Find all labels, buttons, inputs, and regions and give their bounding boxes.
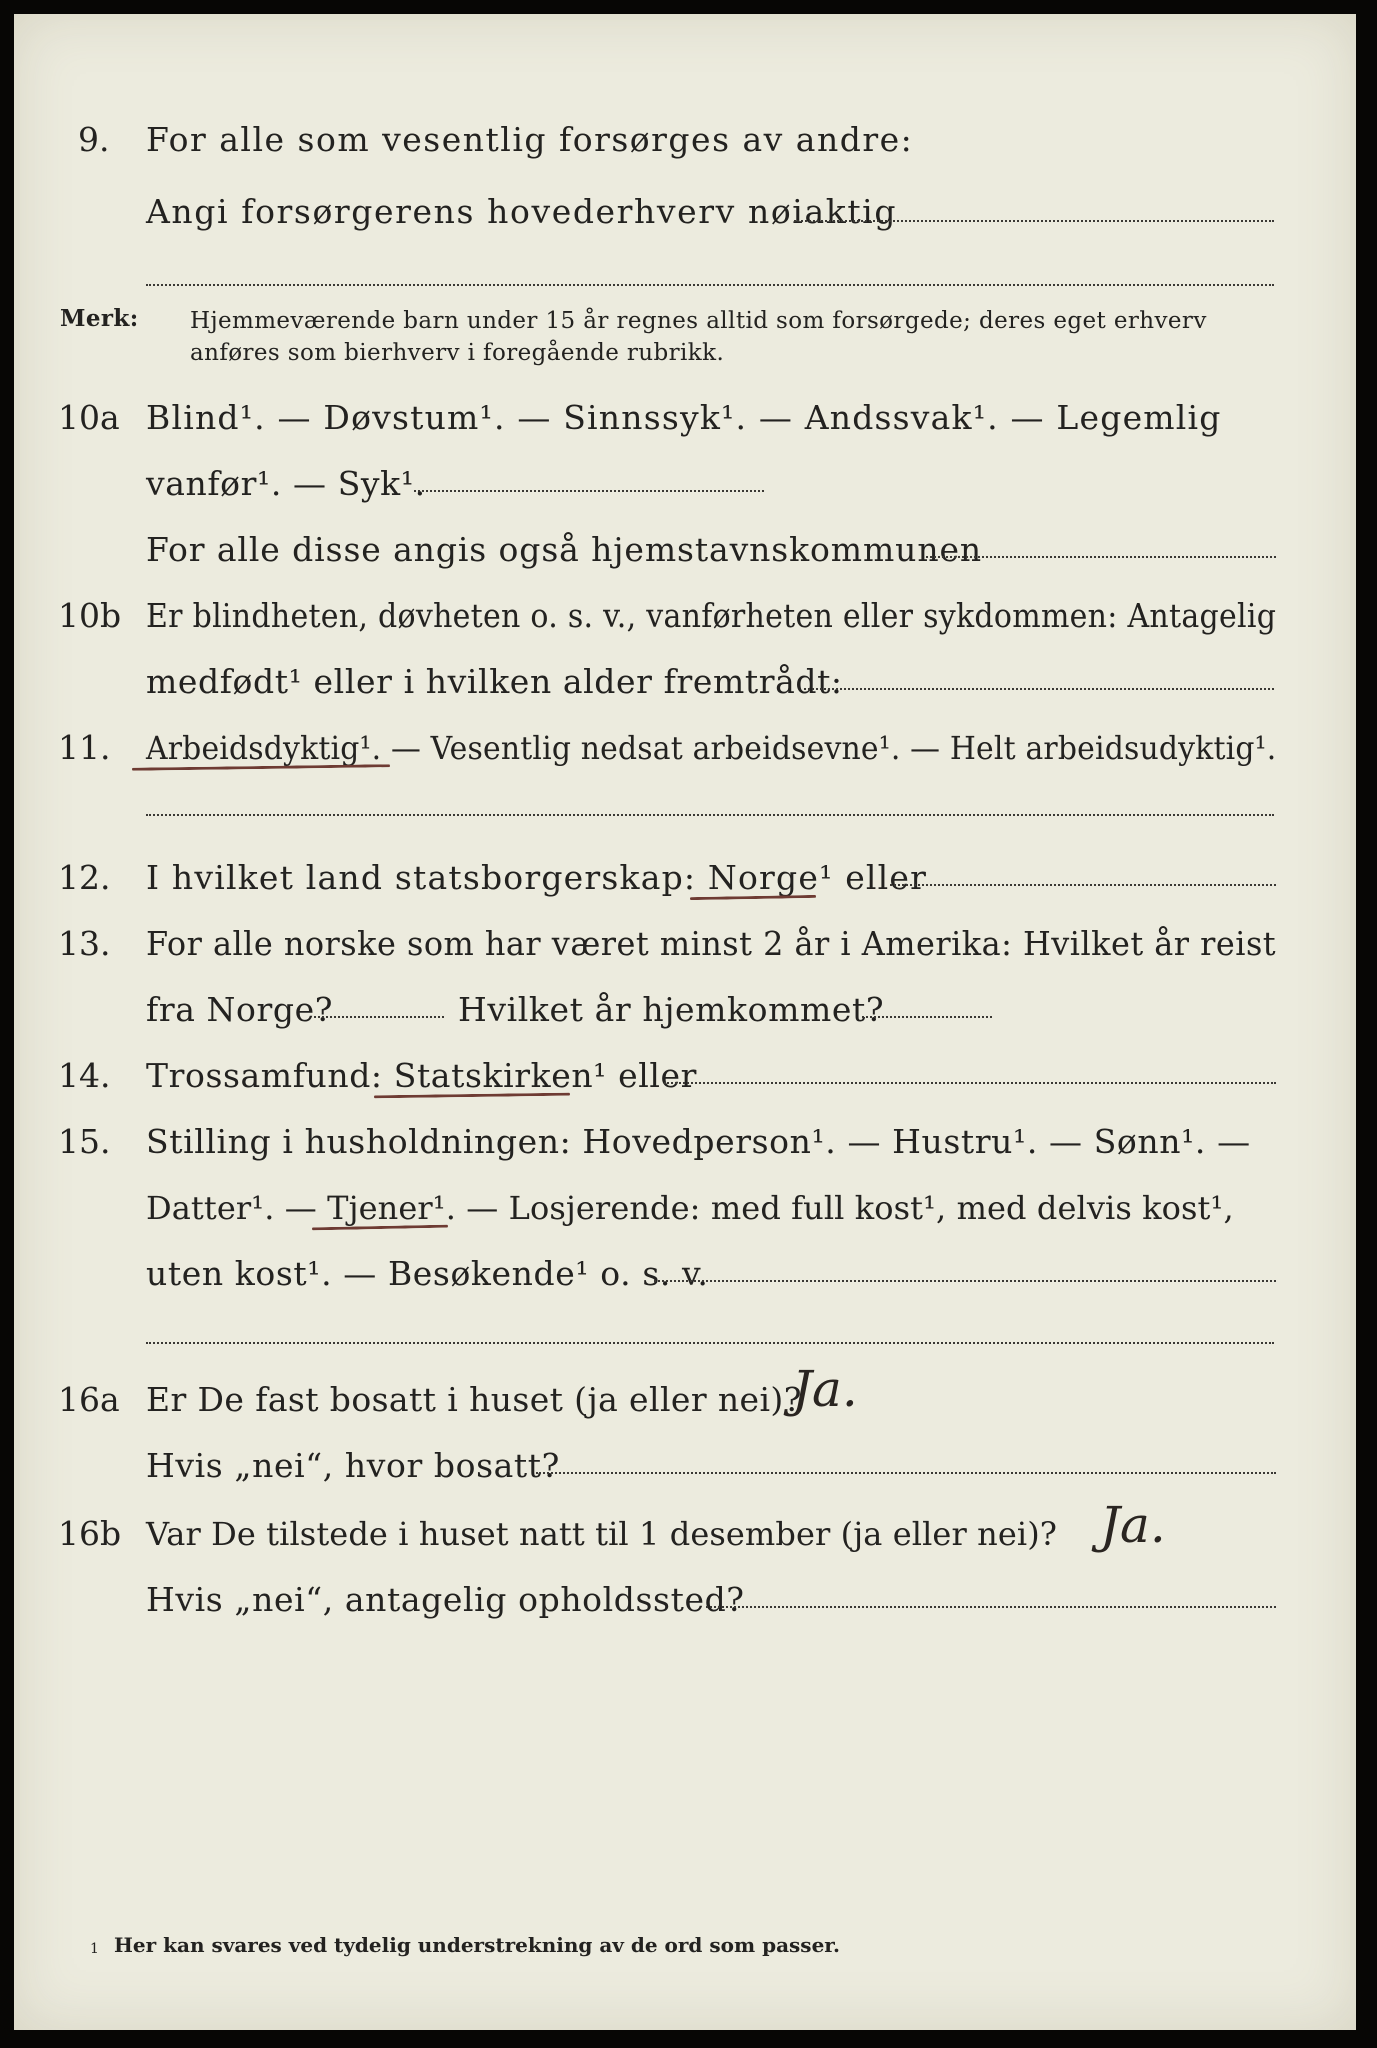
q13-number: 13. [58,924,111,963]
q9-answer-field-2 [146,284,1274,286]
q14-text-line1: Trossamfund: Statskirken¹ eller [146,1056,698,1095]
q9-number: 9. [78,120,110,159]
q10a-number: 10a [58,398,120,437]
q16b-handwritten-answer: Ja. [1100,1496,1166,1554]
q11-number: 11. [58,728,111,767]
q16a-text-line2: Hvis „nei“, hvor bosatt? [146,1446,560,1485]
q13-text-line2a: fra Norge? [146,990,334,1029]
q16b-text-line1: Var De tilstede i huset natt til 1 desember (ja eller nei)? [146,1515,1058,1553]
q15-text-line3: uten kost¹. — Besøkende¹ o. s. v. [146,1254,709,1293]
q13-text-line2b: Hvilket år hjemkommet? [458,990,885,1029]
q11-answer-field [146,814,1274,816]
q10a-syk-field [414,490,764,492]
q16a-number: 16a [58,1380,120,1419]
q16a-answer-field [536,1472,1276,1474]
q15-answer-field-2 [146,1342,1274,1344]
q14-number: 14. [58,1056,111,1095]
q16a-handwritten-answer: Ja. [792,1360,858,1418]
q9-text-line1: For alle som vesentlig forsørges av andre: [146,120,914,159]
q16b-text-line2: Hvis „nei“, antagelig opholdssted? [146,1580,745,1619]
census-form-page [14,14,1356,2030]
footnote-text: Her kan svares ved tydelig understrekning av de ord som passer. [114,1933,840,1957]
q10b-text-line1: Er blindheten, døvheten o. s. v., vanførheten eller sykdommen: Antagelig [146,596,1277,635]
q13-text-line1: For alle norske som har været minst 2 år i Amerika: Hvilket år reist [146,924,1277,963]
q12-number: 12. [58,858,111,897]
q16b-number: 16b [58,1514,122,1553]
footnote-mark: 1 [90,1941,99,1957]
q9-text-line2: Angi forsørgerens hovederhverv nøiaktig [146,192,898,231]
q15-number: 15. [58,1122,111,1161]
q15-text-line1: Stilling i husholdningen: Hovedperson¹. — Hustru¹. — Sønn¹. — [146,1122,1251,1161]
q13-reist-field [314,1016,444,1018]
merk-text-line2: anføres som bierhverv i foregående rubrikk. [190,340,725,366]
merk-label: Merk: [60,305,139,332]
q10b-number: 10b [58,596,122,635]
q10b-text-line2: medfødt¹ eller i hvilken alder fremtrådt: [146,662,843,701]
q14-answer-field [664,1082,1276,1084]
q12-text-line1: I hvilket land statsborgerskap: Norge¹ eller [146,858,928,897]
q10b-answer-field [804,688,1274,690]
q16b-answer-field [706,1606,1276,1608]
q15-text-line2: Datter¹. — Tjener¹. — Losjerende: med full kost¹, med delvis kost¹, [146,1189,1234,1227]
q13-hjemkommet-field [862,1016,992,1018]
q10a-text-line1: Blind¹. — Døvstum¹. — Sinnssyk¹. — Andssvak¹. — Legemlig [146,398,1222,437]
q16a-text-line1: Er De fast bosatt i huset (ja eller nei)? [146,1380,802,1419]
q9-answer-field [794,220,1274,222]
q12-answer-field [890,884,1276,886]
q10a-text-line2: vanfør¹. — Syk¹. [146,464,426,503]
q10a-hjemstavn-field [926,556,1276,558]
q15-answer-field [654,1280,1276,1282]
merk-text-line1: Hjemmeværende barn under 15 år regnes alltid som forsørgede; deres eget erhverv [190,308,1207,334]
q10a-text-line3: For alle disse angis også hjemstavnskommunen [146,530,983,569]
q11-text-line1: Arbeidsdyktig¹. — Vesentlig nedsat arbeidsevne¹. — Helt arbeidsudyktig¹. [146,729,1277,767]
